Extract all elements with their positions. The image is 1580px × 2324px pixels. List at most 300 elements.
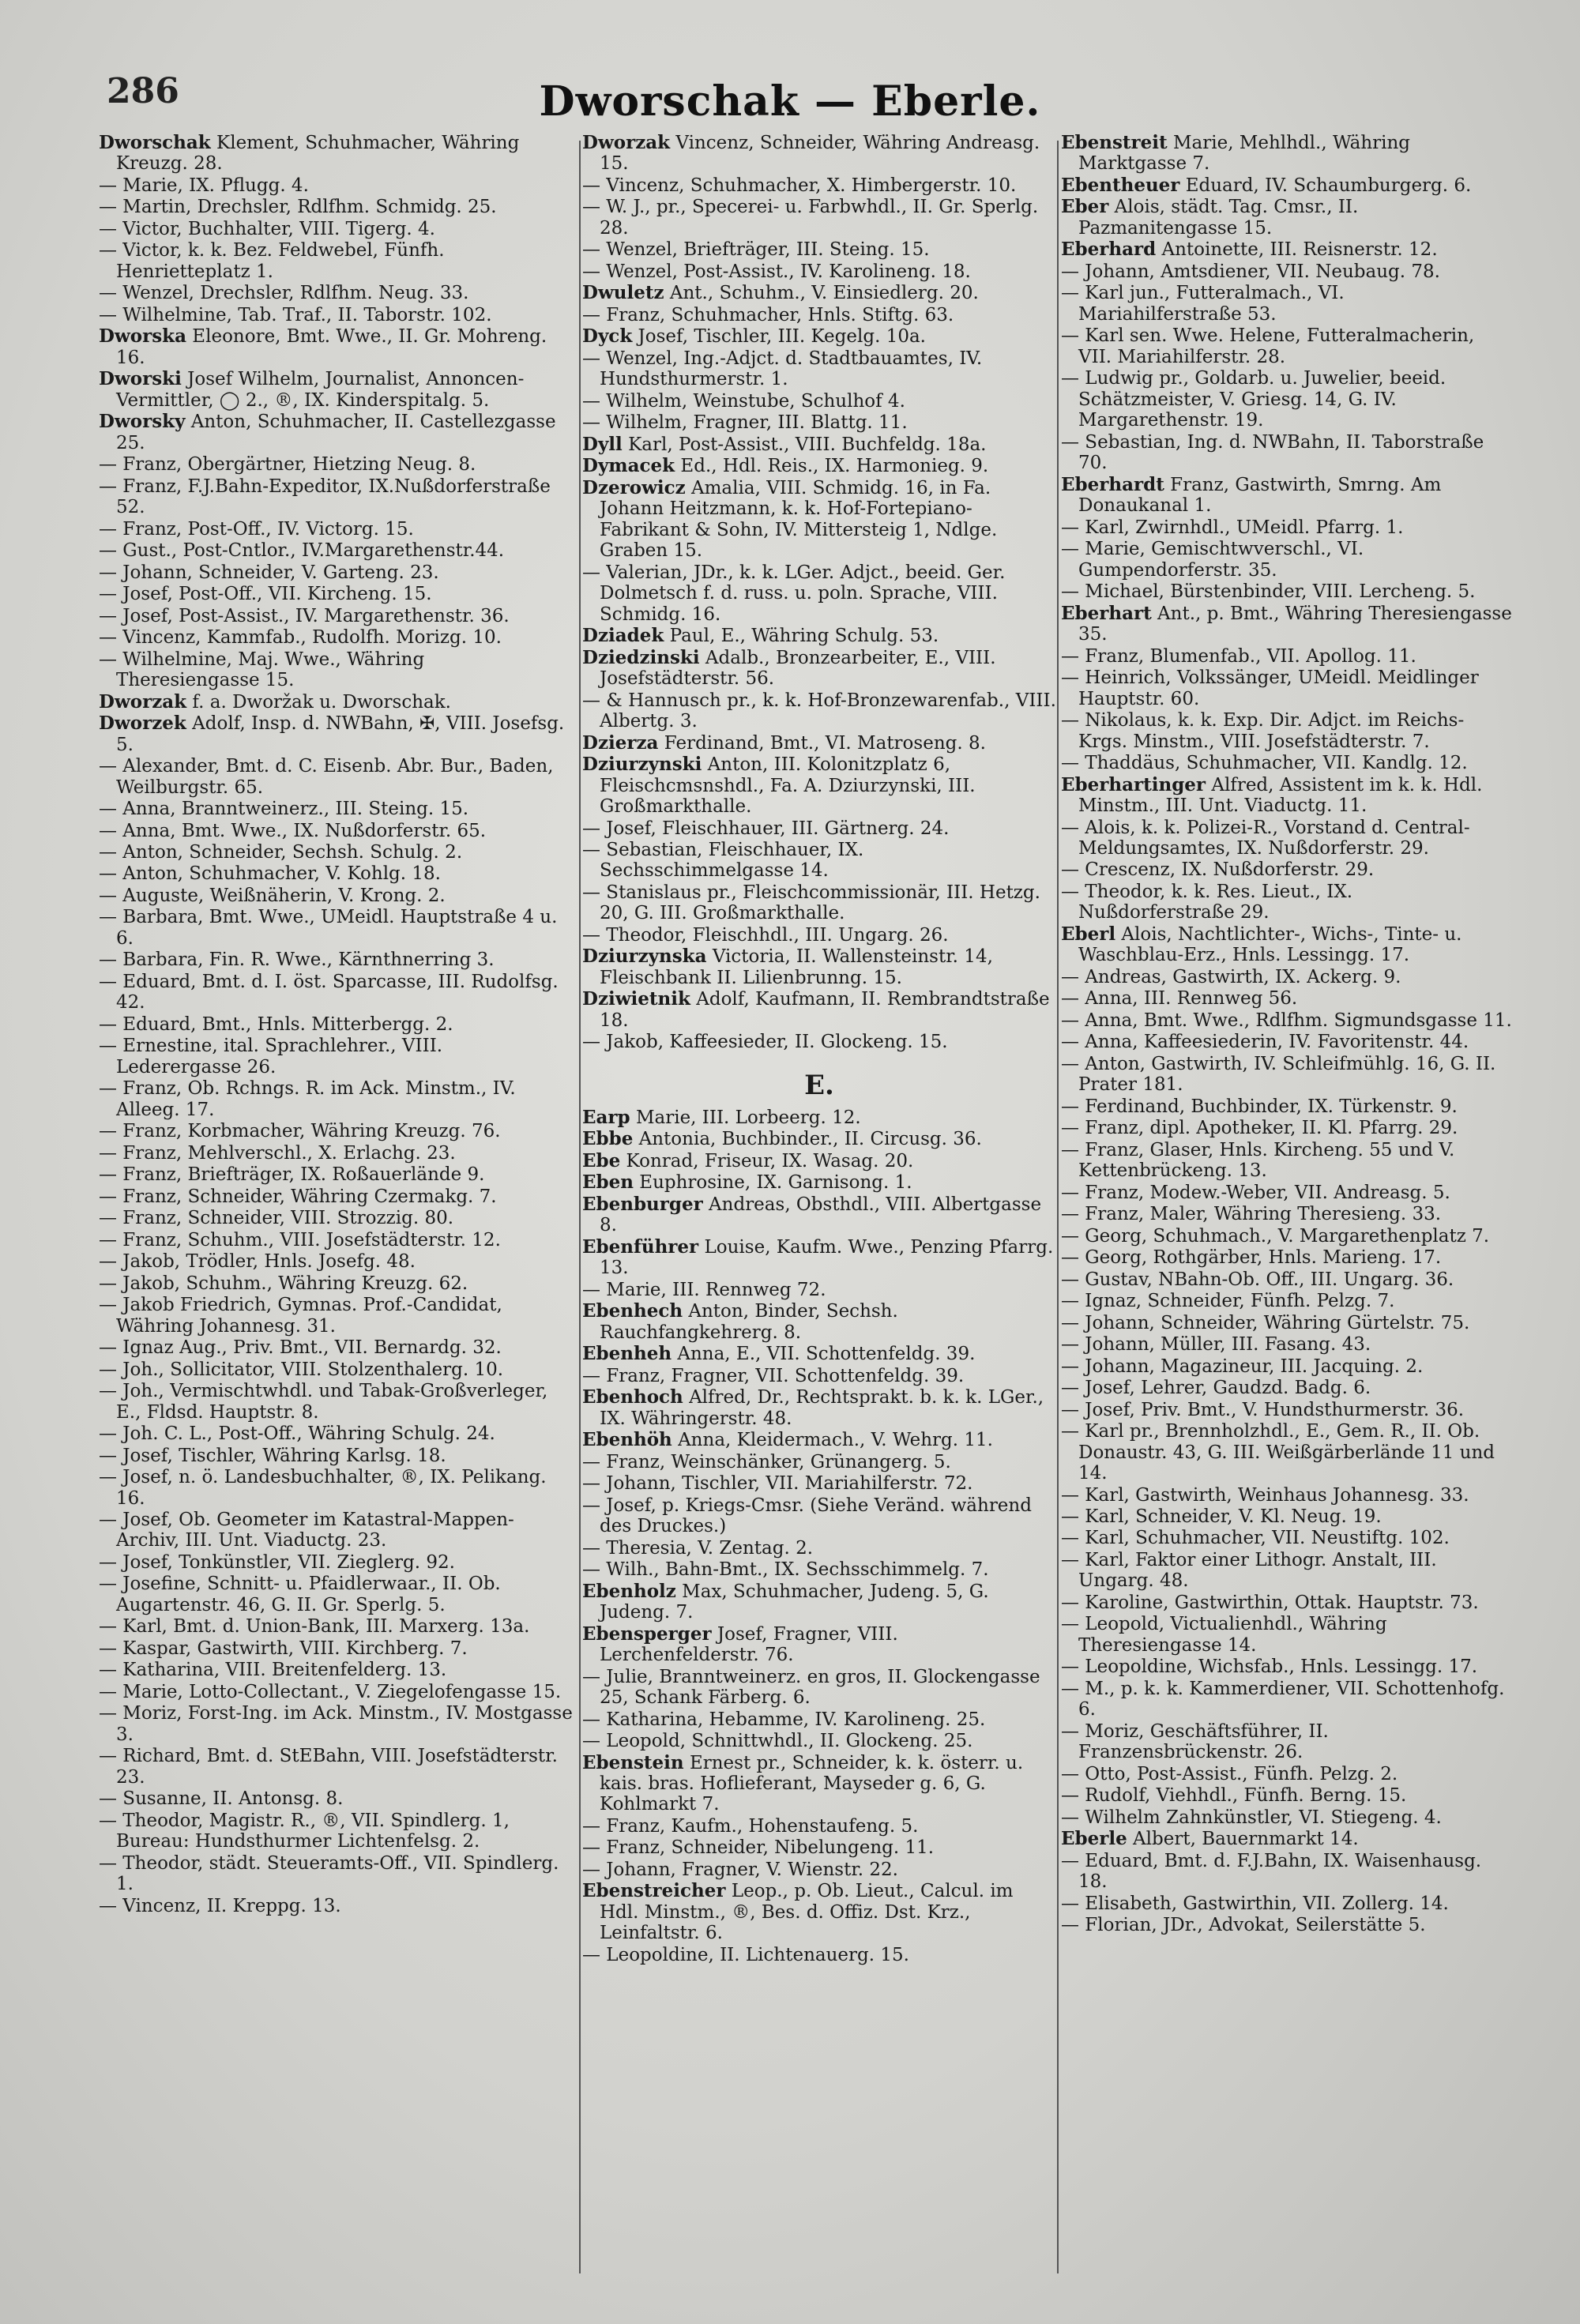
entry-surname: Ebenhöh	[582, 1429, 672, 1451]
entry-details: Alois, Nachtlichter-, Wichs-, Tinte- u. Waschblau-Erz., Hnls. Lessingg. 17.	[1078, 923, 1462, 966]
directory-entry	[99, 950, 573, 970]
entry-surname: Ebensperger	[582, 1623, 712, 1645]
entry-details: f. a. Dworžak u. Dworschak.	[186, 691, 451, 713]
entry-details: — Franz, Kaufm., Hohenstaufeng. 5.	[582, 1815, 919, 1837]
directory-entry	[1061, 710, 1513, 752]
entry-details: — Eduard, Bmt., Hnls. Mitterbergg. 2.	[99, 1013, 453, 1035]
directory-entry	[1061, 1807, 1513, 1828]
directory-entry	[1061, 1291, 1513, 1311]
directory-entry	[1061, 1893, 1513, 1914]
entry-details: — Auguste, Weißnäherin, V. Krong. 2.	[99, 885, 446, 906]
entry-details: — Nikolaus, k. k. Exp. Dir. Adjct. im Reichs-Krgs. Minstm., VIII. Josefstädterstr. 7.	[1061, 710, 1465, 752]
entry-details: — Gustav, NBahn-Ob. Off., III. Ungarg. 36.	[1061, 1269, 1454, 1290]
directory-entry	[99, 1164, 573, 1185]
entry-details: Alois, städt. Tag. Cmsr., II. Pazmanitengasse 15.	[1078, 197, 1359, 239]
entry-details: — Josefine, Schnitt- u. Pfaidlerwaar., II. Ob. Augartenstr. 46, G. II. Gr. Sperlg. 5.	[99, 1574, 501, 1615]
directory-entry	[1061, 1593, 1513, 1613]
directory-entry	[582, 1581, 1056, 1623]
entry-details: — Otto, Post-Assist., Fünfh. Pelzg. 2.	[1061, 1763, 1398, 1784]
entry-details: — Marie, IX. Pflugg. 4.	[99, 175, 309, 196]
entry-details: — Josef, Post-Off., VII. Kircheng. 15.	[99, 584, 432, 605]
directory-entry	[1061, 1657, 1513, 1677]
directory-entry	[582, 1538, 1056, 1559]
directory-entry	[582, 754, 1056, 817]
directory-entry	[99, 1811, 573, 1852]
directory-entry	[582, 1881, 1056, 1943]
entry-details: — Wilhelm Zahnkünstler, VI. Stiegeng. 4.	[1061, 1807, 1442, 1828]
directory-entry	[99, 627, 573, 648]
entry-details: — W. J., pr., Specerei- u. Farbwhdl., II. Gr. Sperlg. 28.	[582, 197, 1039, 239]
directory-entry	[99, 1746, 573, 1788]
directory-entry	[582, 1344, 1056, 1364]
entry-details: — Franz, Briefträger, IX. Roßauerlände 9.	[99, 1164, 485, 1186]
directory-entry	[1061, 604, 1513, 645]
directory-entry	[582, 989, 1056, 1031]
entry-details: — Moriz, Geschäftsführer, II. Franzensbrückenstr. 26.	[1061, 1720, 1329, 1763]
entry-details: — Anton, Gastwirth, IV. Schleifmühlg. 16, G. II. Prater 181.	[1061, 1053, 1496, 1096]
directory-entry	[1061, 197, 1513, 239]
column-2	[582, 133, 1056, 2281]
directory-entry	[99, 821, 573, 841]
directory-entry	[1061, 1785, 1513, 1806]
entry-details: Anton, Schuhmacher, II. Castellezgasse 25.	[116, 412, 556, 453]
directory-entry	[99, 1510, 573, 1551]
entry-surname: Dworska	[99, 325, 186, 348]
directory-entry	[582, 1860, 1056, 1880]
entry-surname: Earp	[582, 1106, 630, 1128]
entry-details: Ant., p. Bmt., Währing Theresiengasse 35.	[1078, 603, 1512, 645]
entry-details: — Franz, Korbmacher, Währing Kreuzg. 76.	[99, 1121, 501, 1142]
directory-entry	[1061, 775, 1513, 817]
entry-surname: Dziurzynski	[582, 754, 702, 776]
directory-entry	[99, 1423, 573, 1444]
entry-details: — Thaddäus, Schuhmacher, VII. Kandlg. 12.	[1061, 753, 1468, 774]
entry-details: — Franz, Schneider, Nibelungeng. 11.	[582, 1837, 935, 1859]
entry-details: Ferdinand, Bmt., VI. Matroseng. 8.	[658, 732, 986, 754]
directory-entry	[1061, 581, 1513, 602]
directory-entry	[582, 1667, 1056, 1709]
directory-entry	[99, 1036, 573, 1077]
entry-details: — Jakob, Trödler, Hnls. Josefg. 48.	[99, 1251, 416, 1273]
directory-entry	[1061, 753, 1513, 773]
directory-entry	[99, 476, 573, 518]
entry-details: — Wenzel, Ing.-Adjct. d. Stadtbauamtes, IV. Hundsthurmerstr. 1.	[582, 348, 983, 390]
entry-details: Konrad, Friseur, IX. Wasag. 20.	[620, 1150, 914, 1171]
entry-details: — Rudolf, Viehhdl., Fünfh. Berng. 15.	[1061, 1785, 1407, 1807]
entry-details: — Victor, k. k. Bez. Feldwebel, Fünfh. Henrietteplatz 1.	[99, 240, 445, 282]
entry-details: — Anna, III. Rennweg 56.	[1061, 988, 1298, 1010]
entry-surname: Ebenholz	[582, 1580, 676, 1602]
entry-details: — Florian, JDr., Advokat, Seilerstätte 5.	[1061, 1915, 1426, 1936]
entry-details: — Karl jun., Futteralmach., VI. Mariahilferstraße 53.	[1061, 283, 1345, 325]
directory-entry	[582, 175, 1056, 196]
entry-details: — Franz, dipl. Apotheker, II. Kl. Pfarrg. 29.	[1061, 1118, 1458, 1139]
directory-entry	[582, 1559, 1056, 1580]
entry-details: — Leopold, Schnittwhdl., II. Glockeng. 25.	[582, 1731, 973, 1752]
entry-surname: Dworzak	[99, 690, 187, 713]
directory-entry	[582, 261, 1056, 282]
entry-details: — Karoline, Gastwirthin, Ottak. Hauptstr. 73.	[1061, 1592, 1479, 1613]
entry-details: — Anna, Bmt. Wwe., Rdlfhm. Sigmundsgasse 11.	[1061, 1010, 1512, 1031]
directory-entry	[582, 733, 1056, 754]
directory-entry	[99, 1853, 573, 1895]
entry-surname: Ebenstreicher	[582, 1880, 726, 1902]
directory-entry	[99, 1078, 573, 1120]
directory-entry	[582, 882, 1056, 924]
entry-surname: Eber	[1061, 196, 1109, 218]
directory-entry	[99, 692, 573, 713]
entry-surname: Dworzak	[582, 133, 671, 153]
directory-entry	[1061, 1528, 1513, 1548]
directory-entry	[99, 1273, 573, 1294]
directory-entry	[1061, 1356, 1513, 1377]
entry-details: — Ignaz Aug., Priv. Bmt., VII. Bernardg. 32.	[99, 1337, 502, 1359]
directory-entry	[582, 1237, 1056, 1279]
directory-entry	[582, 562, 1056, 625]
entry-details: Anton, III. Kolonitzplatz 6, Fleischcmsnshdl., Fa. A. Dziurzynski, III. Großmarkthalle.	[600, 754, 976, 818]
entry-details: Ant., Schuhm., V. Einsiedlerg. 20.	[664, 283, 979, 304]
directory-entry	[1061, 1010, 1513, 1031]
directory-entry	[582, 1624, 1056, 1666]
directory-entry	[1061, 283, 1513, 325]
directory-entry	[99, 584, 573, 604]
directory-entry	[582, 1151, 1056, 1171]
directory-entry	[99, 175, 573, 196]
entry-details: Adolf, Kaufmann, II. Rembrandtstraße 18.	[600, 989, 1050, 1031]
entry-surname: Ebe	[582, 1149, 621, 1171]
entry-details: — Ferdinand, Buchbinder, IX. Türkenstr. 9.	[1061, 1096, 1458, 1117]
entry-surname: Dwuletz	[582, 282, 664, 304]
directory-entry	[582, 840, 1056, 882]
directory-entry	[1061, 1118, 1513, 1138]
directory-entry	[99, 1638, 573, 1659]
entry-details: Vincenz, Schneider, Währing Andreasg. 15.	[600, 133, 1040, 175]
directory-entry	[99, 649, 573, 691]
entry-details: — Jakob, Schuhm., Währing Kreuzg. 62.	[99, 1273, 468, 1294]
entry-details: — Barbara, Bmt. Wwe., UMeidl. Hauptstraße 4 u. 6.	[99, 907, 558, 949]
entry-details: — Wilhelmine, Tab. Traf., II. Taborstr. 102.	[99, 304, 492, 325]
entry-details: — Wenzel, Drechsler, Rdlfhm. Neug. 33.	[99, 283, 469, 304]
entry-details: — Eduard, Bmt. d. I. öst. Sparcasse, III. Rudolfsg. 42.	[99, 971, 559, 1013]
entry-surname: Dziadek	[582, 625, 664, 647]
entry-details: Anton, Binder, Sechsh. Rauchfangkehrerg. 8.	[600, 1301, 898, 1343]
entry-details: — Valerian, JDr., k. k. LGer. Adjct., beeid. Ger. Dolmetsch f. d. russ. u. poln. Sprache, VIII. Schmidg. 16.	[582, 562, 1006, 625]
entry-details: Alfred, Assistent im k. k. Hdl. Minstm., III. Unt. Viaductg. 11.	[1078, 774, 1483, 817]
directory-entry	[582, 1194, 1056, 1236]
entry-details: — Kaspar, Gastwirth, VIII. Kirchberg. 7.	[99, 1638, 468, 1659]
directory-entry	[582, 1430, 1056, 1450]
directory-entry	[99, 907, 573, 949]
directory-entry	[1061, 1679, 1513, 1720]
entry-details: Alfred, Dr., Rechtsprakt. b. k. k. LGer., IX. Währingerstr. 48.	[600, 1387, 1044, 1429]
entry-details: — Heinrich, Volkssänger, UMeidl. Meidlinger Hauptstr. 60.	[1061, 667, 1479, 709]
directory-entry	[99, 1616, 573, 1637]
entry-details: — Anton, Schneider, Sechsh. Schulg. 2.	[99, 841, 463, 863]
entry-details: Marie, Mehlhdl., Währing Marktgasse 7.	[1078, 133, 1411, 175]
entry-details: — Jakob Friedrich, Gymnas. Prof.-Candidat, Währing Johannesg. 31.	[99, 1295, 502, 1337]
directory-entry	[99, 1014, 573, 1035]
directory-entry	[1061, 818, 1513, 859]
entry-details: — Joh. C. L., Post-Off., Währing Schulg. 24.	[99, 1423, 495, 1445]
entry-details: — Alois, k. k. Polizei-R., Vorstand d. Central-Meldungsamtes, IX. Nußdorferstr. 29.	[1061, 817, 1470, 859]
directory-entry	[582, 1387, 1056, 1429]
entry-surname: Dyck	[582, 325, 633, 348]
directory-entry	[582, 197, 1056, 239]
directory-entry	[582, 1731, 1056, 1751]
directory-entry	[99, 842, 573, 863]
entry-details: — Richard, Bmt. d. StEBahn, VIII. Josefstädterstr. 23.	[99, 1746, 558, 1788]
directory-entry	[1061, 667, 1513, 709]
directory-entry	[99, 1574, 573, 1615]
entry-details: — Stanislaus pr., Fleischcommissionär, III. Hetzg. 20, G. III. Großmarkthalle.	[582, 882, 1040, 924]
entry-surname: Ebenhech	[582, 1300, 683, 1322]
directory-entry	[582, 1301, 1056, 1343]
entry-surname: Dworzek	[99, 713, 186, 735]
entry-details: — Josef, Fleischhauer, III. Gärtnerg. 24.	[582, 818, 950, 839]
entry-details: — Johann, Amtsdiener, VII. Neubaug. 78.	[1061, 261, 1440, 282]
entry-details: — Wilhelmine, Maj. Wwe., Währing Theresiengasse 15.	[99, 649, 425, 691]
directory-entry	[1061, 1485, 1513, 1506]
entry-details: Klement, Schuhmacher, Währing Kreuzg. 28.	[116, 133, 520, 175]
directory-entry	[582, 1816, 1056, 1837]
directory-entry	[1061, 1764, 1513, 1784]
directory-entry	[1061, 1140, 1513, 1182]
entry-details: — Franz, Ob. Rchngs. R. im Ack. Minstm., IV. Alleeg. 17.	[99, 1078, 516, 1120]
directory-entry	[1061, 1096, 1513, 1117]
directory-entry	[99, 1208, 573, 1228]
entry-details: Antonia, Buchbinder., II. Circusg. 36.	[633, 1129, 982, 1150]
entry-details: — Moriz, Forst-Ing. im Ack. Minstm., IV. Mostgasse 3.	[99, 1703, 573, 1745]
entry-details: — Wilhelm, Fragner, III. Blattg. 11.	[582, 412, 908, 434]
entry-details: — Vincenz, Schuhmacher, X. Himbergerstr. 10.	[582, 175, 1017, 196]
directory-entry	[99, 863, 573, 884]
entry-details: — Johann, Tischler, VII. Mariahilferstr. 72.	[582, 1473, 973, 1495]
entry-surname: Eberhardt	[1061, 473, 1164, 495]
directory-entry	[1061, 967, 1513, 987]
entry-details: Josef, Fragner, VIII. Lerchenfelderstr. 76.	[600, 1623, 898, 1666]
entry-details: — Joh., Sollicitator, VIII. Stolzenthalerg. 10.	[99, 1359, 504, 1380]
entry-details: — Theodor, städt. Steueramts-Off., VII. Spindlerg. 1.	[99, 1852, 559, 1895]
entry-details: — Katharina, Hebamme, IV. Karolineng. 25.	[582, 1709, 986, 1730]
directory-entry	[99, 1186, 573, 1207]
directory-entry	[582, 412, 1056, 433]
directory-entry	[99, 799, 573, 819]
entry-details: — Johann, Schneider, Währing Gürtelstr. 75.	[1061, 1312, 1470, 1333]
entry-details: — Gust., Post-Cntlor., IV.Margarethenstr.44.	[99, 540, 505, 562]
entry-surname: Eberhard	[1061, 239, 1157, 261]
entry-surname: Ebenführer	[582, 1235, 699, 1258]
directory-entry	[1061, 175, 1513, 196]
directory-entry	[1061, 368, 1513, 431]
entry-details: — Elisabeth, Gastwirthin, VII. Zollerg. 14.	[1061, 1893, 1449, 1914]
entry-details: — Josef, Lehrer, Gaudzd. Badg. 6.	[1061, 1378, 1371, 1399]
entry-details: — Alexander, Bmt. d. C. Eisenb. Abr. Bur., Baden, Weilburgstr. 65.	[99, 756, 554, 798]
entry-details: — Theresia, V. Zentag. 2.	[582, 1537, 814, 1559]
entry-details: — Ernestine, ital. Sprachlehrer., VIII. Lederergasse 26.	[99, 1036, 443, 1077]
entry-details: Eduard, IV. Schaumburgerg. 6.	[1179, 175, 1472, 196]
directory-entry	[582, 1032, 1056, 1052]
directory-entry	[1061, 1032, 1513, 1052]
entry-details: — Josef, Post-Assist., IV. Margarethenstr. 36.	[99, 605, 510, 626]
entry-details: — Katharina, VIII. Breitenfelderg. 13.	[99, 1660, 447, 1681]
directory-entry	[582, 434, 1056, 455]
directory-entry	[1061, 1378, 1513, 1398]
entry-surname: Ebenheh	[582, 1343, 672, 1365]
directory-entry	[99, 283, 573, 303]
directory-entry	[99, 562, 573, 583]
directory-entry	[1061, 1550, 1513, 1592]
column-3	[1061, 133, 1513, 2281]
entry-details: — Josef, Tonkünstler, VII. Zieglerg. 92.	[99, 1551, 455, 1573]
directory-entry	[99, 1337, 573, 1358]
directory-entry	[99, 240, 573, 282]
entry-surname: Dyll	[582, 433, 623, 455]
entry-details: Josef Wilhelm, Journalist, Annoncen-Vermittler, ◯ 2., ®, IX. Kinderspitalg. 5.	[116, 369, 525, 411]
directory-entry	[582, 925, 1056, 946]
entry-details: — M., p. k. k. Kammerdiener, VII. Schottenhofg. 6.	[1061, 1678, 1505, 1720]
directory-entry	[99, 1121, 573, 1141]
directory-entry	[1061, 924, 1513, 966]
entry-details: — Marie, Lotto-Collectant., V. Ziegelofengasse 15.	[99, 1681, 562, 1702]
directory-entry	[1061, 859, 1513, 880]
directory-entry	[1061, 1421, 1513, 1484]
directory-entry	[1061, 1269, 1513, 1290]
directory-entry	[1061, 517, 1513, 538]
entry-details: — Anton, Schuhmacher, V. Kohlg. 18.	[99, 863, 441, 885]
entry-details: — Franz, Weinschänker, Grünangerg. 5.	[582, 1451, 951, 1472]
entry-surname: Dworschak	[99, 133, 211, 153]
entry-details: — Anna, Branntweinerz., III. Steing. 15.	[99, 799, 469, 820]
entry-details: — Karl pr., Brennholzhdl., E., Gem. R., II. Ob. Donaustr. 43, G. III. Weißgärberlände 11 und 14.	[1061, 1421, 1495, 1484]
directory-entry	[582, 1129, 1056, 1149]
directory-entry	[1061, 239, 1513, 260]
entry-details: — Theodor, Fleischhdl., III. Ungarg. 26.	[582, 924, 949, 946]
entry-details: Marie, III. Lorbeerg. 12.	[630, 1107, 861, 1128]
directory-entry	[582, 626, 1056, 646]
directory-entry	[99, 1230, 573, 1250]
entry-details: — Karl, Schneider, V. Kl. Neug. 19.	[1061, 1506, 1382, 1527]
entry-details: — Franz, F.J.Bahn-Expeditor, IX.Nußdorferstraße 52.	[99, 476, 551, 518]
entry-details: — Theodor, k. k. Res. Lieut., IX. Nußdorferstraße 29.	[1061, 881, 1353, 923]
directory-entry	[1061, 988, 1513, 1009]
directory-entry	[582, 1753, 1056, 1815]
directory-entry	[582, 1280, 1056, 1300]
directory-entry	[1061, 1247, 1513, 1268]
entry-surname: Eberhart	[1061, 602, 1152, 624]
directory-entry	[1061, 1054, 1513, 1096]
directory-entry	[582, 690, 1056, 732]
entry-details: — Andreas, Gastwirth, IX. Ackerg. 9.	[1061, 966, 1401, 987]
directory-entry	[1061, 1313, 1513, 1333]
directory-entry	[582, 1495, 1056, 1537]
entry-surname: Ebenstreit	[1061, 133, 1168, 153]
entry-details: — Johann, Schneider, V. Garteng. 23.	[99, 562, 439, 583]
directory-entry	[582, 1452, 1056, 1472]
directory-entry	[99, 1143, 573, 1164]
entry-details: — Franz, Schuhm., VIII. Josefstädterstr. 12.	[99, 1229, 501, 1250]
entry-surname: Dworsky	[99, 411, 186, 433]
entry-details: — Johann, Müller, III. Fasang. 43.	[1061, 1334, 1371, 1356]
entry-surname: Ebenburger	[582, 1193, 703, 1215]
entry-details: Leop., p. Ob. Lieut., Calcul. im Hdl. Minstm., ®, Bes. d. Offiz. Dst. Krz., Leinfaltstr. 6.	[600, 1881, 1014, 1944]
directory-entry	[1061, 1183, 1513, 1203]
entry-details: — Ludwig pr., Goldarb. u. Juwelier, beeid. Schätzmeister, V. Griesg. 14, G. IV. Margarethenstr. 19.	[1061, 368, 1446, 431]
directory-entry	[582, 1366, 1056, 1386]
entry-details: — Karl, Faktor einer Lithogr. Anstalt, III. Ungarg. 48.	[1061, 1549, 1437, 1592]
entry-details: Ed., Hdl. Reis., IX. Harmonieg. 9.	[675, 456, 989, 477]
entry-details: — Franz, Fragner, VII. Schottenfeldg. 39.	[582, 1365, 965, 1386]
directory-entry	[99, 1295, 573, 1337]
directory-entry	[99, 1381, 573, 1423]
entry-details: — Wilhelm, Weinstube, Schulhof 4.	[582, 390, 905, 412]
entry-details: Albert, Bauernmarkt 14.	[1127, 1829, 1359, 1850]
directory-entry	[582, 1837, 1056, 1858]
entry-details: Franz, Gastwirth, Smrng. Am Donaukanal 1.	[1078, 474, 1442, 517]
entry-details: — Franz, Mehlverschl., X. Erlachg. 23.	[99, 1142, 456, 1164]
directory-entry	[99, 1467, 573, 1509]
entry-details: — Joh., Vermischtwhdl. und Tabak-Großverleger, E., Fldsd. Hauptstr. 8.	[99, 1381, 548, 1423]
entry-details: Karl, Post-Assist., VIII. Buchfeldg. 18a.	[622, 434, 987, 455]
entry-details: Amalia, VIII. Schmidg. 16, in Fa. Johann Heitzmann, k. k. Hof-Fortepiano-Fabrikant & Sohn, IV. Mittersteig 1, Ndlge. Graben 15.	[600, 477, 998, 562]
page-number: 286	[107, 71, 179, 111]
directory-entry	[99, 1896, 573, 1916]
entry-surname: Dzerowicz	[582, 476, 686, 498]
entry-details: — Anna, Bmt. Wwe., IX. Nußdorferstr. 65.	[99, 820, 487, 841]
entry-details: — Sebastian, Fleischhauer, IX. Sechsschimmelgasse 14.	[582, 839, 864, 882]
directory-entry	[99, 1359, 573, 1380]
directory-entry	[1061, 882, 1513, 923]
directory-entry	[99, 369, 573, 411]
entry-details: Eleonore, Bmt. Wwe., II. Gr. Mohreng. 16.	[116, 326, 547, 368]
directory-entry	[1061, 1851, 1513, 1893]
entry-details: — Karl, Gastwirth, Weinhaus Johannesg. 33.	[1061, 1484, 1469, 1506]
entry-details: Max, Schuhmacher, Judeng. 5, G. Judeng. 7.	[600, 1581, 989, 1623]
entry-details: Antoinette, III. Reisnerstr. 12.	[1156, 239, 1438, 261]
directory-entry	[99, 326, 573, 368]
directory-entry	[582, 326, 1056, 347]
entry-details: — Theodor, Magistr. R., ®, VII. Spindlerg. 1, Bureau: Hundsthurmer Lichtenfelsg. 2.	[99, 1810, 510, 1852]
entry-details: — Ignaz, Schneider, Fünfh. Pelzg. 7.	[1061, 1291, 1395, 1312]
entry-surname: Ebenstein	[582, 1751, 684, 1773]
directory-entry	[1061, 1915, 1513, 1935]
directory-entry	[99, 305, 573, 325]
directory-entry	[582, 1107, 1056, 1128]
entry-details: Anna, Kleidermach., V. Wehrg. 11.	[672, 1430, 993, 1451]
entry-details: — Franz, Schuhmacher, Hnls. Stiftg. 63.	[582, 304, 954, 325]
directory-entry	[99, 519, 573, 540]
entry-details: — Leopoldine, II. Lichtenauerg. 15.	[582, 1944, 909, 1965]
entry-details: — Victor, Buchhalter, VIII. Tigerg. 4.	[99, 218, 435, 239]
entry-surname: Eberl	[1061, 923, 1116, 945]
entry-details: — Wilh., Bahn-Bmt., IX. Sechsschimmelg. 7.	[582, 1559, 989, 1581]
entry-details: — Karl sen. Wwe. Helene, Futteralmacherin, VII. Mariahilferstr. 28.	[1061, 325, 1475, 367]
directory-entry	[1061, 1400, 1513, 1420]
directory-entry	[99, 1682, 573, 1702]
entry-surname: Dymacek	[582, 455, 675, 477]
entry-details: — Franz, Modew.-Weber, VII. Andreasg. 5.	[1061, 1182, 1450, 1203]
entry-surname: Eberle	[1061, 1828, 1127, 1850]
directory-entry	[582, 1945, 1056, 1965]
directory-entry	[582, 1172, 1056, 1193]
section-heading: E.	[804, 1069, 834, 1101]
entry-details: — Anna, Kaffeesiederin, IV. Favoritenstr. 44.	[1061, 1032, 1469, 1053]
entry-details: Andreas, Obsthdl., VIII. Albertgasse 8.	[600, 1194, 1042, 1236]
entry-details: — Franz, Maler, Währing Theresieng. 33.	[1061, 1204, 1442, 1225]
directory-entry	[99, 1446, 573, 1466]
entry-details: — Michael, Bürstenbinder, VIII. Lercheng. 5.	[1061, 581, 1476, 603]
directory-entry	[1061, 432, 1513, 474]
directory-entry	[1061, 261, 1513, 282]
